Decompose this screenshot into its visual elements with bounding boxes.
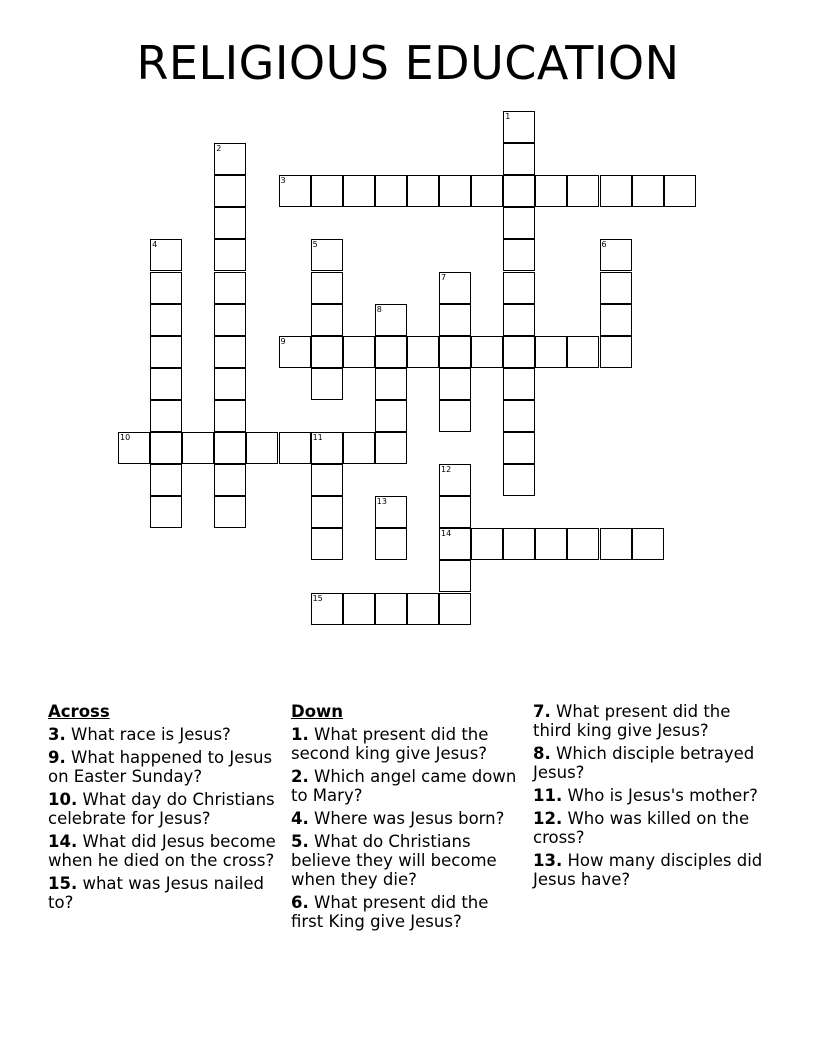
- grid-cell[interactable]: [600, 175, 632, 207]
- grid-cell[interactable]: [407, 593, 439, 625]
- clue-number-label: 12: [441, 465, 452, 475]
- clue-number: 4.: [291, 809, 309, 828]
- grid-cell[interactable]: [311, 464, 343, 496]
- across-clues: [48, 702, 280, 916]
- grid-cell[interactable]: [439, 560, 471, 592]
- clue-number-label: 5: [312, 240, 318, 250]
- clue-down-13: [533, 851, 765, 889]
- clue-down-6: [291, 893, 523, 931]
- clue-across-9: [48, 748, 280, 786]
- grid-cell[interactable]: [150, 496, 182, 528]
- grid-cell[interactable]: [311, 336, 343, 368]
- clue-number: 7.: [533, 702, 551, 721]
- clue-down-5: [291, 832, 523, 889]
- grid-cell[interactable]: [407, 336, 439, 368]
- grid-cell[interactable]: [471, 336, 503, 368]
- clue-text: Who is Jesus's mother?: [567, 786, 758, 805]
- grid-cell[interactable]: [600, 336, 632, 368]
- grid-cell[interactable]: [439, 496, 471, 528]
- clue-text: Which angel came down to Mary?: [291, 767, 517, 805]
- grid-cell[interactable]: [503, 111, 535, 143]
- clue-number: 8.: [533, 744, 551, 763]
- clue-number: 11.: [533, 786, 563, 805]
- clue-text: What happened to Jesus on Easter Sunday?: [48, 748, 273, 786]
- clue-number: 12.: [533, 809, 563, 828]
- grid-cell[interactable]: [600, 272, 632, 304]
- grid-cell[interactable]: [311, 272, 343, 304]
- grid-cell[interactable]: [214, 400, 246, 432]
- grid-cell[interactable]: [567, 175, 599, 207]
- clue-number: 3.: [48, 725, 66, 744]
- grid-cell[interactable]: [375, 593, 407, 625]
- grid-cell[interactable]: [632, 175, 664, 207]
- grid-cell[interactable]: [311, 304, 343, 336]
- grid-cell[interactable]: [439, 368, 471, 400]
- clue-text: What day do Christians celebrate for Jesus?: [48, 790, 275, 828]
- clue-across-15: [48, 874, 280, 912]
- grid-cell[interactable]: [439, 175, 471, 207]
- grid-cell[interactable]: [471, 528, 503, 560]
- grid-cell[interactable]: [567, 336, 599, 368]
- clue-number-label: 11: [312, 433, 323, 442]
- grid-cell[interactable]: [503, 143, 535, 175]
- clue-down-1: [291, 725, 523, 763]
- grid-cell[interactable]: [375, 336, 407, 368]
- grid-cell[interactable]: [150, 272, 182, 304]
- grid-cell[interactable]: [503, 464, 535, 496]
- grid-cell[interactable]: [214, 464, 246, 496]
- down-clues-continued: [533, 702, 765, 893]
- clue-number-label: 3: [280, 176, 286, 186]
- clue-number-label: 10: [120, 433, 131, 442]
- grid-cell[interactable]: [150, 464, 182, 496]
- grid-cell[interactable]: [279, 432, 311, 464]
- clue-down-4: [291, 809, 523, 828]
- clue-text: What present did the third king give Jesus?: [533, 702, 731, 740]
- grid-cell[interactable]: [214, 496, 246, 528]
- grid-cell[interactable]: [375, 368, 407, 400]
- grid-cell[interactable]: [214, 239, 246, 271]
- grid-cell[interactable]: [150, 432, 182, 464]
- clue-number-label: 8: [376, 304, 382, 314]
- clue-number: 1.: [291, 725, 309, 744]
- clue-number-label: 2: [216, 144, 222, 154]
- clue-number: 6.: [291, 893, 309, 912]
- grid-cell[interactable]: [279, 175, 311, 207]
- grid-cell[interactable]: [503, 272, 535, 304]
- grid-cell[interactable]: [503, 336, 535, 368]
- grid-cell[interactable]: [375, 528, 407, 560]
- grid-cell[interactable]: [503, 304, 535, 336]
- clue-number: 14.: [48, 832, 78, 851]
- clue-text: How many disciples did Jesus have?: [533, 851, 763, 889]
- grid-cell[interactable]: [311, 496, 343, 528]
- grid-cell[interactable]: [375, 175, 407, 207]
- page-title: RELIGIOUS EDUCATION: [136, 36, 680, 90]
- grid-cell[interactable]: [246, 432, 278, 464]
- grid-cell[interactable]: [503, 528, 535, 560]
- clue-across-10: [48, 790, 280, 828]
- grid-cell[interactable]: [311, 432, 343, 464]
- down-clues: [291, 702, 523, 935]
- grid-cell[interactable]: [150, 304, 182, 336]
- clue-number: 10.: [48, 790, 78, 809]
- grid-cell[interactable]: [503, 432, 535, 464]
- grid-cell[interactable]: [439, 593, 471, 625]
- grid-cell[interactable]: [439, 464, 471, 496]
- clue-across-3: [48, 725, 280, 744]
- grid-cell[interactable]: [311, 528, 343, 560]
- grid-cell[interactable]: [311, 593, 343, 625]
- grid-cell[interactable]: [471, 175, 503, 207]
- clue-text: What do Christians believe they will become when they die?: [291, 832, 497, 889]
- grid-cell[interactable]: [311, 175, 343, 207]
- grid-cell[interactable]: [503, 368, 535, 400]
- grid-cell[interactable]: [214, 175, 246, 207]
- grid-cell[interactable]: [503, 239, 535, 271]
- grid-cell[interactable]: [535, 175, 567, 207]
- grid-cell[interactable]: [150, 368, 182, 400]
- grid-cell[interactable]: [214, 207, 246, 239]
- grid-cell[interactable]: [214, 304, 246, 336]
- grid-cell[interactable]: [118, 432, 150, 464]
- clue-across-14: [48, 832, 280, 870]
- grid-cell[interactable]: [439, 272, 471, 304]
- clue-number: 9.: [48, 748, 66, 767]
- clue-number-label: 14: [441, 529, 452, 539]
- grid-cell[interactable]: [503, 207, 535, 239]
- grid-cell[interactable]: [150, 239, 182, 271]
- clue-number-label: 4: [152, 240, 158, 250]
- grid-cell[interactable]: [503, 175, 535, 207]
- grid-cell[interactable]: [664, 175, 696, 207]
- grid-cell[interactable]: [343, 336, 375, 368]
- clue-down-7: [533, 702, 765, 740]
- grid-cell[interactable]: [311, 368, 343, 400]
- clue-down-11: [533, 786, 765, 805]
- grid-cell[interactable]: [214, 368, 246, 400]
- grid-cell[interactable]: [150, 336, 182, 368]
- clue-text: What present did the second king give Jesus?: [291, 725, 489, 763]
- clue-down-8: [533, 744, 765, 782]
- clue-down-12: [533, 809, 765, 847]
- clue-number-label: 15: [312, 593, 323, 603]
- clue-text: Who was killed on the cross?: [533, 809, 750, 847]
- grid-cell[interactable]: [375, 432, 407, 464]
- clue-number: 15.: [48, 874, 78, 893]
- grid-cell[interactable]: [535, 336, 567, 368]
- grid-cell[interactable]: [182, 432, 214, 464]
- grid-cell[interactable]: [439, 304, 471, 336]
- grid-cell[interactable]: [375, 496, 407, 528]
- grid-cell[interactable]: [535, 528, 567, 560]
- grid-cell[interactable]: [600, 239, 632, 271]
- clue-number: 13.: [533, 851, 563, 870]
- clue-text: What race is Jesus?: [71, 725, 231, 744]
- grid-cell[interactable]: [439, 528, 471, 560]
- grid-cell[interactable]: [214, 432, 246, 464]
- across-heading: Across: [48, 702, 110, 721]
- clue-text: Which disciple betrayed Jesus?: [533, 744, 755, 782]
- clue-text: What present did the first King give Jesus?: [291, 893, 489, 931]
- grid-cell[interactable]: [279, 336, 311, 368]
- grid-cell[interactable]: [407, 175, 439, 207]
- grid-cell[interactable]: [600, 304, 632, 336]
- grid-cell[interactable]: [375, 304, 407, 336]
- grid-cell[interactable]: [311, 239, 343, 271]
- clue-number-label: 9: [280, 336, 286, 346]
- grid-cell[interactable]: [343, 432, 375, 464]
- grid-cell[interactable]: [214, 272, 246, 304]
- grid-cell[interactable]: [375, 400, 407, 432]
- grid-cell[interactable]: [439, 400, 471, 432]
- grid-cell[interactable]: [150, 400, 182, 432]
- clue-number-label: 6: [601, 240, 607, 250]
- clue-number: 2.: [291, 767, 309, 786]
- grid-cell[interactable]: [600, 528, 632, 560]
- clue-text: what was Jesus nailed to?: [48, 874, 264, 912]
- down-heading: Down: [291, 702, 344, 721]
- grid-cell[interactable]: [567, 528, 599, 560]
- clue-number-label: 1: [505, 112, 511, 121]
- clue-down-2: [291, 767, 523, 805]
- clue-number: 5.: [291, 832, 309, 851]
- clue-text: Where was Jesus born?: [314, 809, 505, 828]
- grid-cell[interactable]: [214, 336, 246, 368]
- clue-text: What did Jesus become when he died on the cross?: [48, 832, 276, 870]
- grid-cell[interactable]: [214, 143, 246, 175]
- grid-cell[interactable]: [343, 175, 375, 207]
- clue-number-label: 13: [376, 497, 387, 507]
- grid-cell[interactable]: [343, 593, 375, 625]
- grid-cell[interactable]: [503, 400, 535, 432]
- grid-cell[interactable]: [632, 528, 664, 560]
- clue-number-label: 7: [441, 272, 447, 282]
- grid-cell[interactable]: [439, 336, 471, 368]
